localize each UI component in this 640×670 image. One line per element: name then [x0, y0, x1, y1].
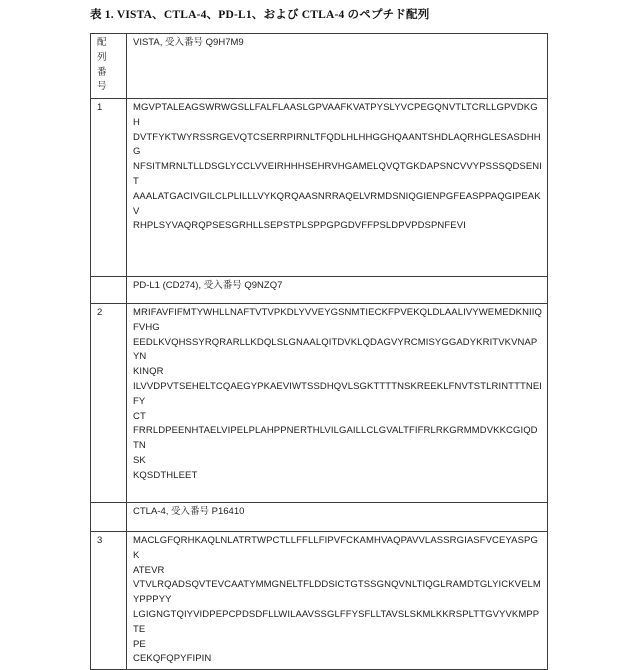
table-row-header — [91, 503, 548, 532]
sequence-cell-ctla4: MACLGFQRHKAQLNLATRTWPCTLLFFLLFIPVFCKAMHVAQPAVVLASSRGIASFVCEYASPGK ATEVR VTVLRQADSQVTEVCAATYMMGNELTFLDDSICTGTSSGNQVNLTIQGLRAMDTGLYICKVELM YPPPYY LGIGNGTQIYVIDPEPCPDSDFLLWILAAVSSGLFFYSFLLTAVSLSKMLKKRSPLTTGVYVKMPPTE PE CEKQFQPYFIPIN — [127, 532, 548, 670]
table-row-header — [91, 277, 548, 304]
seq-id-cell: 2 — [91, 304, 127, 503]
seq-id-cell: 3 — [91, 532, 127, 670]
seq-id-column-header: 配 列 番 号 — [91, 34, 127, 99]
sequence-cell-vista: MGVPTALEAGSWRWGSLLFALFLAASLGPVAAFKVATPYSLYVCPEGQNVTLTCRLLGPVDKGH DVTFYKTWYRSSRGEVQTCSERRPIRNLTFQDLHLHHGGHQAANTSHDLAQRHGLESASDHHG NFSITMRNLTLLDSGLYCCLVVEIRHHHSEHRVHGAMELQVQTGKDAPSNCVVYPSSSQDSENIT AAALATGACIVGILCLPLILLLVYKQRQAASNRRAQELVRMDSNIQGIENPGFEASPPAQGIPEAKV RHPLSYVAQRQPSESGRHLLSEPSTPLSPPGPGDVFFPSLDPVPDSPNFEVI — [127, 99, 548, 277]
seq-id-cell-empty — [91, 277, 127, 304]
seq-id-cell-empty — [91, 503, 127, 532]
table-row-header — [91, 34, 548, 99]
protein-header-cell-pdl1: PD-L1 (CD274), 受入番号 Q9NZQ7 — [127, 277, 548, 304]
sequence-cell-pdl1: MRIFAVFIFMTYWHLLNAFTVTVPKDLYVVEYGSNMTIECKFPVEKQLDLAALIVYWEMEDKNIIQ FVHG EEDLKVQHSSYRQRARLLKDQLSLGNAALQITDVKLQDAGVYRCMISYGGADYKRITVKVNAPYN KINQR ILVVDPVTSEHELTCQAEGYPKAEVIWTSSDHQVLSGKTTTTNSKREEKLFNVTSTLRINTTTNEIFY CT FRRLDPEENHTAELVIPELPLAHPPNERTHLVILGAILLCLGVALTFIFRLRKGRMMDVKKCGIQDTN SK KQSDTHLEET — [127, 304, 548, 503]
protein-header-cell-ctla4: CTLA-4, 受入番号 P16410 — [127, 503, 548, 532]
table-row-seq-1 — [91, 99, 548, 277]
table-row-seq-3 — [91, 532, 548, 670]
table-title: 表 1. VISTA、CTLA-4、PD-L1、および CTLA-4 のペプチド配列 — [90, 9, 430, 21]
protein-header-cell-vista: VISTA, 受入番号 Q9H7M9 — [127, 34, 548, 99]
table-row-seq-2 — [91, 304, 548, 503]
seq-id-cell: 1 — [91, 99, 127, 277]
peptide-sequence-table — [90, 33, 548, 670]
